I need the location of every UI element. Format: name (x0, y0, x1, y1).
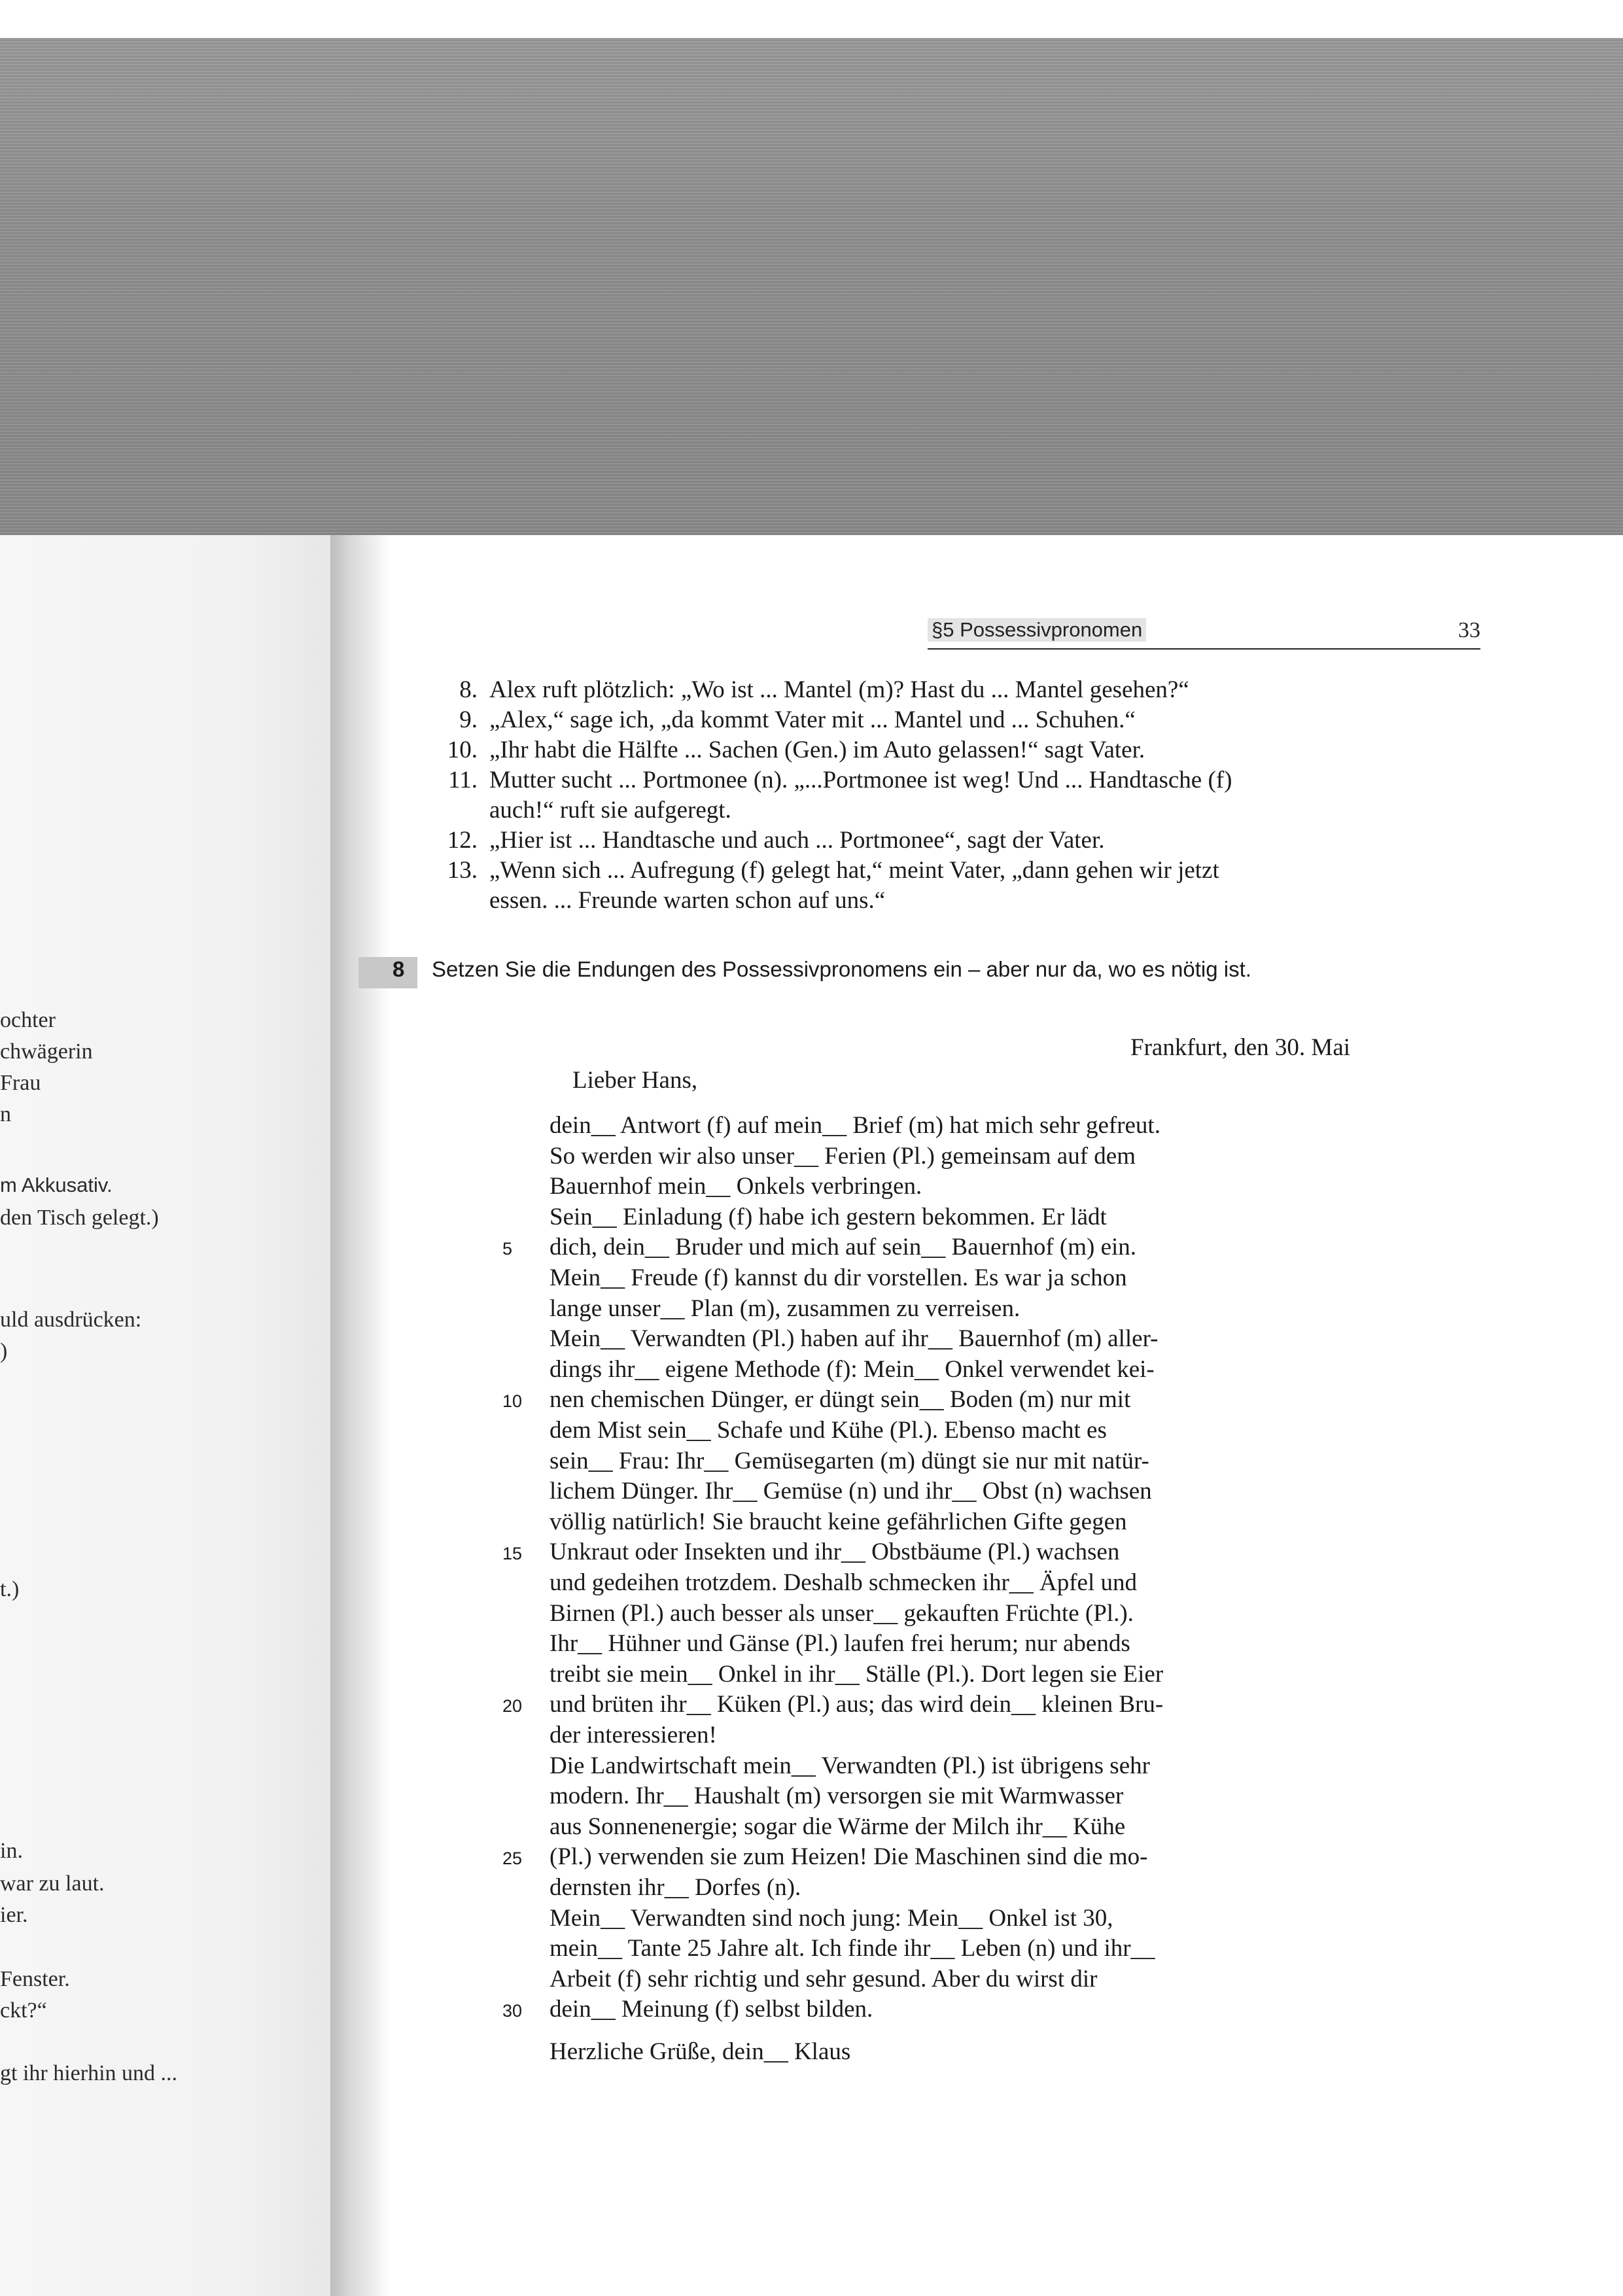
letter-line: dein__ Meinung (f) selbst bilden. (550, 1996, 873, 2023)
exercise-text: Alex ruft plötzlich: „Wo ist ... Mantel (m)? Hast du ... Mantel gesehen?“ (489, 676, 1189, 703)
exercise-text: „Wenn sich ... Aufregung (f) gelegt hat,“ meint Vater, „dann gehen wir jetzt (489, 857, 1219, 884)
exercise-text: „Alex,“ sage ich, „da kommt Vater mit ... Mantel und ... Schuhen.“ (489, 706, 1136, 733)
letter-line: Mein__ Verwandten (Pl.) haben auf ihr__ Bauernhof (m) aller- (550, 1325, 1159, 1353)
letter-line: Unkraut oder Insekten und ihr__ Obstbäume (Pl.) wachsen (550, 1539, 1120, 1566)
exercise-number: 8. (459, 676, 478, 703)
task-number: 8 (393, 957, 405, 981)
letter-line: (Pl.) verwenden sie zum Heizen! Die Maschinen sind die mo- (550, 1843, 1148, 1871)
book-gutter (330, 535, 389, 2296)
letter-line: völlig natürlich! Sie braucht keine gefährlichen Gifte gegen (550, 1508, 1127, 1535)
letter-line: der interessieren! (550, 1722, 717, 1748)
left-page-line: ) (0, 1339, 8, 1363)
letter-line: Mein__ Verwandten sind noch jung: Mein__ Onkel ist 30, (550, 1904, 1113, 1932)
left-page-line: in. (0, 1839, 23, 1863)
letter-line: Die Landwirtschaft mein__ Verwandten (Pl.) ist übrigens sehr (550, 1752, 1150, 1779)
letter-salutation: Lieber Hans, (572, 1067, 698, 1094)
letter-line: aus Sonnenenergie; sogar die Wärme der Milch ihr__ Kühe (550, 1813, 1126, 1840)
exercise-text: „Ihr habt die Hälfte ... Sachen (Gen.) im Auto gelassen!“ sagt Vater. (489, 737, 1145, 763)
section-title: §5 Possessivpronomen (928, 618, 1146, 642)
line-number: 25 (502, 1849, 523, 1869)
letter-line: Sein__ Einladung (f) habe ich gestern bekommen. Er lädt (550, 1203, 1107, 1230)
letter-line: Ihr__ Hühner und Gänse (Pl.) laufen frei herum; nur abends (550, 1630, 1130, 1658)
left-page-line: Fenster. (0, 1967, 70, 1991)
letter-line: dernsten ihr__ Dorfes (n). (550, 1874, 801, 1901)
left-page-line: war zu laut. (0, 1871, 105, 1896)
task-instruction: Setzen Sie die Endungen des Possessivpronomens ein – aber nur da, wo es nötig ist. (432, 957, 1251, 981)
exercise-text: Mutter sucht ... Portmonee (n). „...Portmonee ist weg! Und ... Handtasche (f) (489, 767, 1232, 793)
letter-place-date: Frankfurt, den 30. Mai (1130, 1034, 1351, 1061)
line-number: 10 (502, 1391, 523, 1412)
letter-line: nen chemischen Dünger, er düngt sein__ Boden (m) nur mit (550, 1386, 1131, 1414)
left-page-line: t.) (0, 1577, 20, 1601)
exercise-text: „Hier ist ... Handtasche und auch ... Portmonee“, sagt der Vater. (489, 827, 1105, 854)
left-page-line: gt ihr hierhin und ... (0, 2061, 178, 2085)
letter-line: dich, dein__ Bruder und mich auf sein__ Bauernhof (m) ein. (550, 1234, 1137, 1261)
exercise-number: 13. (447, 857, 478, 884)
page-number: 33 (1458, 618, 1480, 642)
left-page-line: n (0, 1102, 11, 1126)
left-page-line: ochter (0, 1008, 56, 1032)
left-page-line: den Tisch gelegt.) (0, 1206, 159, 1230)
left-page-line: chwägerin (0, 1039, 93, 1064)
letter-line: So werden wir also unser__ Ferien (Pl.) gemeinsam auf dem (550, 1142, 1136, 1170)
letter-closing: Herzliche Grüße, dein__ Klaus (550, 2038, 851, 2065)
line-number: 30 (502, 2001, 523, 2021)
scanner-lid-shadow (0, 38, 1623, 535)
letter-line: modern. Ihr__ Haushalt (m) versorgen sie mit Warmwasser (550, 1783, 1124, 1810)
letter-line: dings ihr__ eigene Methode (f): Mein__ Onkel verwendet kei- (550, 1355, 1155, 1383)
task-label-background (358, 957, 417, 988)
exercise-number: 10. (447, 737, 478, 763)
exercise-number: 11. (448, 767, 478, 793)
letter-line: mein__ Tante 25 Jahre alt. Ich finde ihr__ Leben (n) und ihr__ (550, 1935, 1155, 1962)
left-page-line: ier. (0, 1903, 28, 1927)
exercise-text: essen. ... Freunde warten schon auf uns.“ (489, 887, 886, 914)
letter-line: und gedeihen trotzdem. Deshalb schmecken ihr__ Äpfel und (550, 1569, 1138, 1596)
exercise-number: 9. (459, 706, 478, 733)
letter-line: und brüten ihr__ Küken (Pl.) aus; das wird dein__ kleinen Bru- (550, 1691, 1164, 1718)
running-header (928, 618, 1480, 650)
left-page-line: Frau (0, 1071, 41, 1095)
letter-line: Mein__ Freude (f) kannst du dir vorstellen. Es war ja schon (550, 1264, 1127, 1291)
letter-line: dein__ Antwort (f) auf mein__ Brief (m) hat mich sehr gefreut. (550, 1112, 1161, 1139)
letter-line: lange unser__ Plan (m), zusammen zu verreisen. (550, 1295, 1021, 1322)
letter-line: dem Mist sein__ Schafe und Kühe (Pl.). Ebenso macht es (550, 1417, 1107, 1444)
left-facing-page (0, 535, 337, 2296)
left-page-line: ckt?“ (0, 1998, 47, 2023)
letter-line: sein__ Frau: Ihr__ Gemüsegarten (m) düngt sie nur mit natür- (550, 1447, 1149, 1474)
line-number: 15 (502, 1544, 523, 1564)
line-number: 5 (502, 1239, 513, 1259)
letter-line: Birnen (Pl.) auch besser als unser__ gekauften Früchte (Pl.). (550, 1599, 1134, 1627)
letter-line: treibt sie mein__ Onkel in ihr__ Ställe (Pl.). Dort legen sie Eier (550, 1660, 1164, 1688)
exercise-text: auch!“ ruft sie aufgeregt. (489, 797, 731, 824)
letter-line: lichem Dünger. Ihr__ Gemüse (n) und ihr__ Obst (n) wachsen (550, 1478, 1152, 1505)
left-page-line: m Akkusativ. (0, 1174, 113, 1196)
letter-line: Arbeit (f) sehr richtig und sehr gesund. Aber du wirst dir (550, 1965, 1098, 1992)
line-number: 20 (502, 1696, 523, 1716)
left-page-line: uld ausdrücken: (0, 1308, 142, 1332)
exercise-number: 12. (447, 827, 478, 854)
letter-line: Bauernhof mein__ Onkels verbringen. (550, 1173, 922, 1200)
